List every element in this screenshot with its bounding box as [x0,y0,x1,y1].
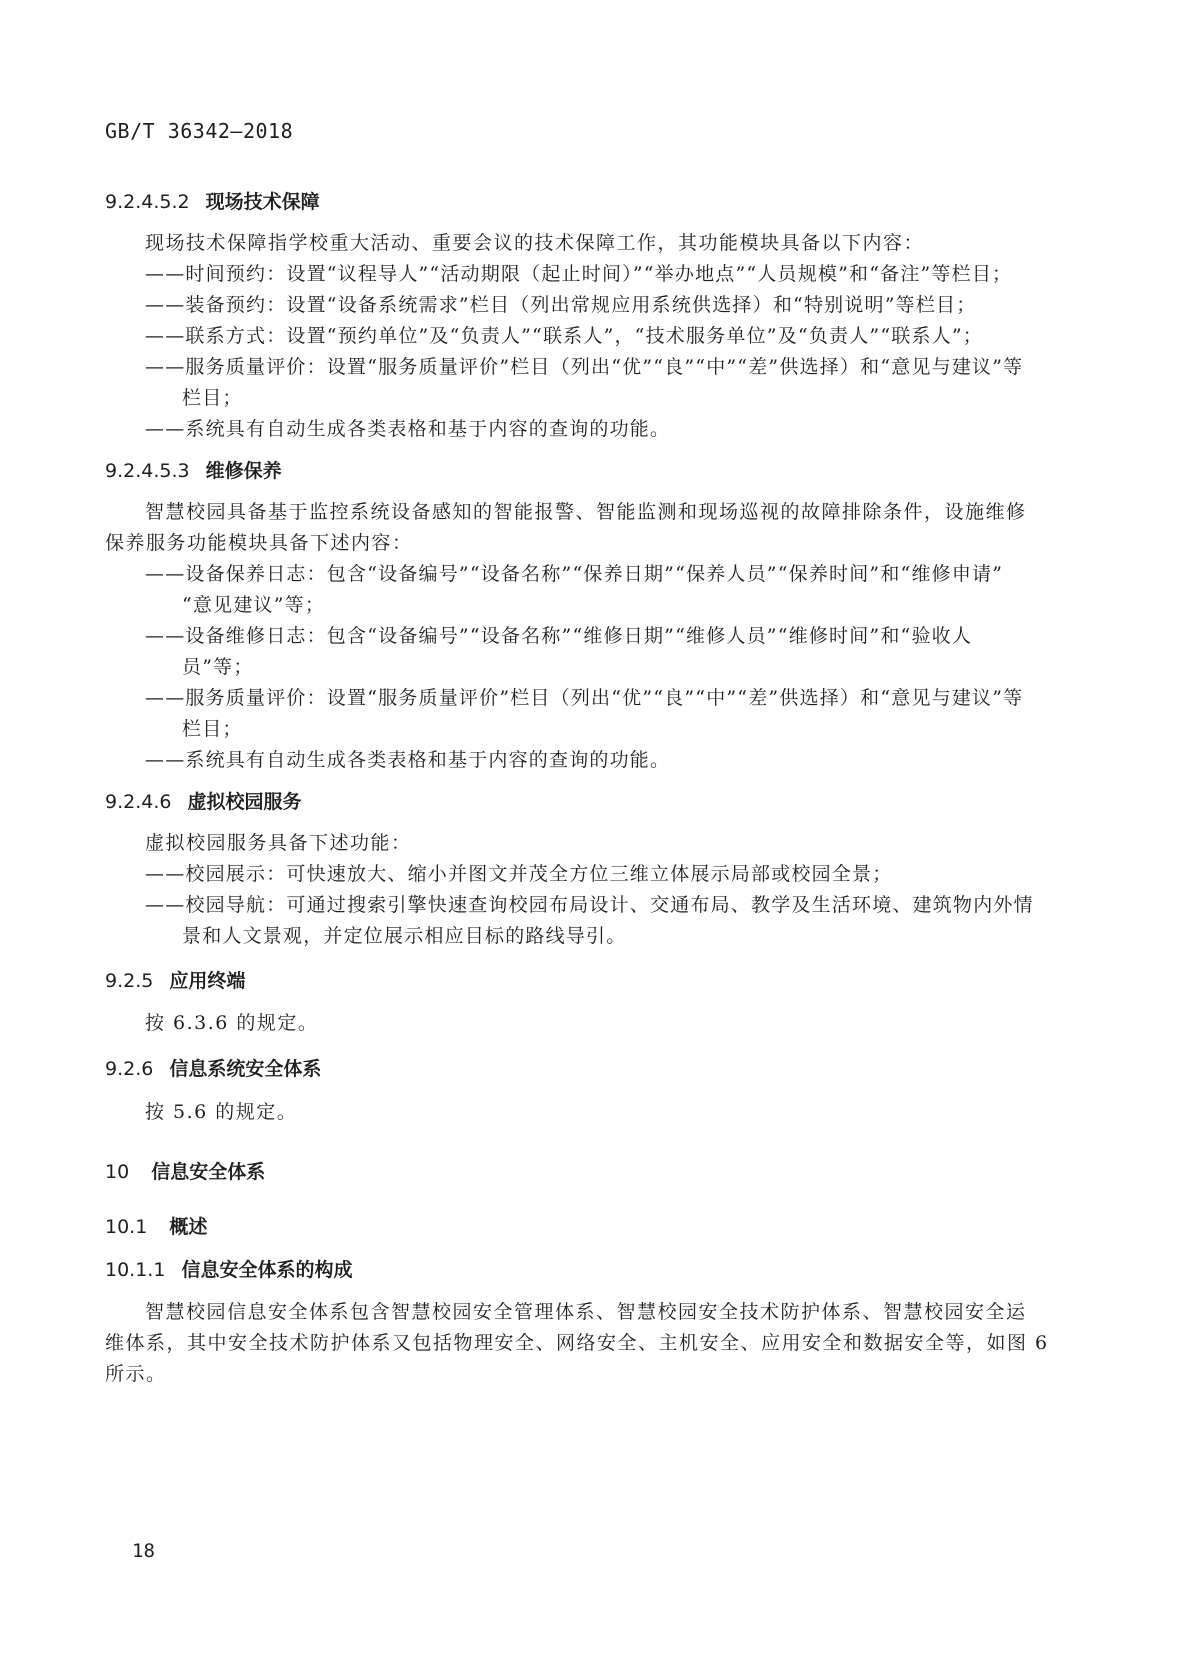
section-title: 信息安全体系的构成 [181,1259,353,1281]
section-heading-10 [105,1157,265,1184]
list-item: ——设备维修日志：包含“设备编号”“设备名称”“维修日期”“维修人员”“维修时间”和“验收人 [145,625,973,647]
section-title: 概述 [169,1216,208,1238]
section-number: 10.1.1 [105,1259,166,1281]
section-heading-10-1 [105,1212,207,1239]
list-item-continuation: “意见建议”等； [182,594,326,616]
list-item: ——设备保养日志：包含“设备编号”“设备名称”“保养日期”“保养人员”“保养时间”和“维修申请” [145,563,1004,585]
section-title: 现场技术保障 [205,191,320,213]
list-item: ——校园导航：可通过搜索引擎快速查询校园布局设计、交通布局、教学及生活环境、建筑物内外情 [145,894,1034,916]
paragraph: 保养服务功能模块具备下述内容： [105,532,413,554]
section-number: 9.2.4.6 [105,791,172,813]
paragraph: 现场技术保障指学校重大活动、重要会议的技术保障工作，其功能模块具备以下内容： [145,232,925,254]
paragraph: 智慧校园信息安全体系包含智慧校园安全管理体系、智慧校园安全技术防护体系、智慧校园安全运 [145,1301,1027,1323]
list-item: ——装备预约：设置“设备系统需求”栏目（列出常规应用系统供选择）和“特别说明”等栏目； [145,294,977,316]
section-number: 9.2.5 [105,970,154,992]
page-number: 18 [132,1540,155,1562]
section-title: 应用终端 [169,970,246,992]
section-heading-9-2-6 [105,1054,321,1081]
paragraph: 虚拟校园服务具备下述功能： [145,832,412,854]
section-heading-9-2-5 [105,966,245,993]
section-number: 9.2.6 [105,1058,154,1080]
section-number: 10 [105,1161,130,1183]
section-title: 信息安全体系 [151,1161,266,1183]
list-item: ——服务质量评价：设置“服务质量评价”栏目（列出“优”“良”“中”“差”供选择）和“意见与建议”等 [145,356,1024,378]
list-item-continuation: 栏目； [182,387,243,409]
list-item: ——服务质量评价：设置“服务质量评价”栏目（列出“优”“良”“中”“差”供选择）和“意见与建议”等 [145,687,1024,709]
section-number: 9.2.4.5.2 [105,191,190,213]
list-item: ——联系方式：设置“预约单位”及“负责人”“联系人”，“技术服务单位”及“负责人”“联系人”； [145,325,983,347]
paragraph: 智慧校园具备基于监控系统设备感知的智能报警、智能监测和现场巡视的故障排除条件，设施维修 [145,501,1027,523]
section-title: 维修保养 [205,460,282,482]
list-item: ——时间预约：设置“议程导人”“活动期限（起止时间）”“举办地点”“人员规模”和“备注”等栏目； [145,263,1013,285]
section-heading-9-2-4-6 [105,787,302,814]
section-heading-10-1-1 [105,1255,352,1282]
list-item-continuation: 员”等； [182,656,254,678]
list-item: ——校园展示：可快速放大、缩小并图文并茂全方位三维立体展示局部或校园全景； [145,863,893,885]
list-item: ——系统具有自动生成各类表格和基于内容的查询的功能。 [145,418,671,440]
section-title: 虚拟校园服务 [187,791,302,813]
paragraph: 按 6.3.6 的规定。 [145,1012,319,1034]
standard-code: GB/T 36342—2018 [105,119,294,143]
section-title: 信息系统安全体系 [169,1058,322,1080]
list-item-continuation: 栏目； [182,718,243,740]
section-heading-9-2-4-5-2 [105,187,320,214]
list-item: ——系统具有自动生成各类表格和基于内容的查询的功能。 [145,749,671,771]
section-number: 9.2.4.5.3 [105,460,190,482]
section-heading-9-2-4-5-3 [105,456,282,483]
paragraph: 按 5.6 的规定。 [145,1101,298,1123]
section-number: 10.1 [105,1216,148,1238]
paragraph: 维体系，其中安全技术防护体系又包括物理安全、网络安全、主机安全、应用安全和数据安全等，如图 6 [105,1332,1049,1354]
list-item-continuation: 景和人文景观，并定位展示相应目标的路线导引。 [182,925,627,947]
paragraph: 所示。 [105,1363,167,1385]
